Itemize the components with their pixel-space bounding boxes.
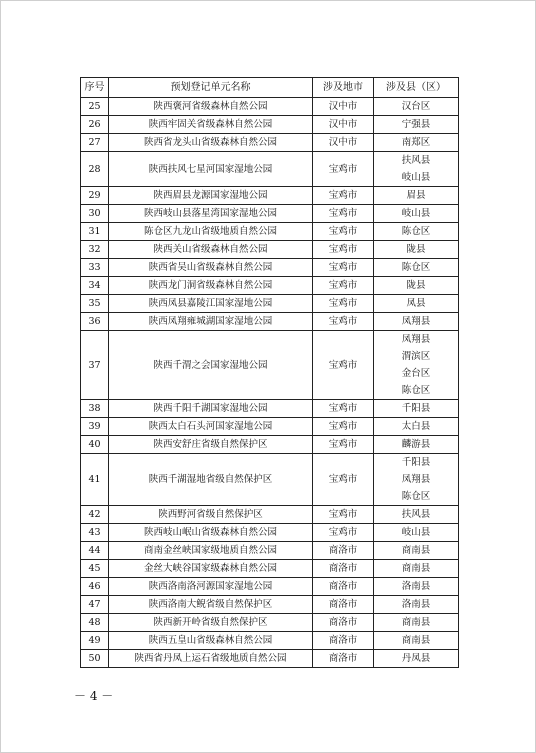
row-unit-name: 陕西省丹凤上运石省级地质自然公园 [109, 650, 313, 668]
row-unit-name: 陕西褒河省级森林自然公园 [109, 98, 313, 116]
header-city: 涉及地市 [313, 78, 374, 98]
row-city: 商洛市 [313, 614, 374, 632]
table-row [81, 542, 459, 560]
county-name: 岐山县 [401, 208, 431, 219]
row-city: 宝鸡市 [313, 313, 374, 331]
county-name: 扶风县 [401, 155, 431, 166]
row-serial-number: 46 [81, 578, 109, 596]
table-body [81, 98, 459, 668]
row-city: 宝鸡市 [313, 259, 374, 277]
county-name: 凤翔县 [401, 474, 431, 485]
row-unit-name: 陕西岐山县落星湾国家湿地公园 [109, 205, 313, 223]
row-county-list [374, 277, 459, 295]
row-county-list [374, 578, 459, 596]
county-name: 麟游县 [401, 439, 431, 450]
row-city: 宝鸡市 [313, 152, 374, 187]
county-name: 陈仓区 [401, 262, 431, 273]
county-name: 商南县 [401, 545, 431, 556]
county-name: 陇县 [406, 244, 426, 255]
row-county-list [374, 596, 459, 614]
row-unit-name: 陕西眉县龙源国家湿地公园 [109, 187, 313, 205]
county-name: 凤翔县 [401, 334, 431, 345]
row-county-list [374, 560, 459, 578]
row-county-list [374, 418, 459, 436]
row-serial-number: 32 [81, 241, 109, 259]
row-unit-name: 陈仓区九龙山省级地质自然公园 [109, 223, 313, 241]
table-row [81, 313, 459, 331]
table-row [81, 116, 459, 134]
row-city: 宝鸡市 [313, 187, 374, 205]
table-row [81, 578, 459, 596]
row-city: 宝鸡市 [313, 418, 374, 436]
table-row [81, 205, 459, 223]
table-header-row [81, 78, 459, 98]
row-unit-name: 陕西关山省级森林自然公园 [109, 241, 313, 259]
row-unit-name: 金丝大峡谷国家级森林自然公园 [109, 560, 313, 578]
header-county: 涉及县（区） [374, 78, 459, 98]
row-serial-number: 42 [81, 506, 109, 524]
row-unit-name: 陕西凤县嘉陵江国家湿地公园 [109, 295, 313, 313]
county-name: 商南县 [401, 635, 431, 646]
row-unit-name: 陕西安舒庄省级自然保护区 [109, 436, 313, 454]
table-row [81, 524, 459, 542]
row-serial-number: 47 [81, 596, 109, 614]
row-city: 宝鸡市 [313, 331, 374, 400]
row-county-list [374, 542, 459, 560]
row-city: 宝鸡市 [313, 223, 374, 241]
row-city: 商洛市 [313, 542, 374, 560]
table-row [81, 650, 459, 668]
row-unit-name: 陕西洛南大鲵省级自然保护区 [109, 596, 313, 614]
county-name: 洛南县 [401, 581, 431, 592]
row-unit-name: 陕西太白石头河国家湿地公园 [109, 418, 313, 436]
row-unit-name: 陕西岐山岷山省级森林自然公园 [109, 524, 313, 542]
county-name: 商南县 [401, 563, 431, 574]
row-serial-number: 28 [81, 152, 109, 187]
table-row [81, 596, 459, 614]
row-serial-number: 40 [81, 436, 109, 454]
row-county-list [374, 116, 459, 134]
row-city: 宝鸡市 [313, 295, 374, 313]
county-name: 宁强县 [401, 119, 431, 130]
county-name: 商南县 [401, 617, 431, 628]
county-name: 汉台区 [401, 101, 431, 112]
table-row [81, 632, 459, 650]
row-county-list [374, 134, 459, 152]
row-county-list [374, 454, 459, 506]
table-row [81, 223, 459, 241]
row-county-list [374, 313, 459, 331]
page-number: － 4 － [74, 689, 114, 703]
county-name: 眉县 [406, 190, 426, 201]
county-name: 岐山县 [401, 527, 431, 538]
table-row [81, 400, 459, 418]
row-city: 宝鸡市 [313, 524, 374, 542]
row-unit-name: 商南金丝峡国家级地质自然公园 [109, 542, 313, 560]
row-serial-number: 45 [81, 560, 109, 578]
row-county-list [374, 241, 459, 259]
row-unit-name: 陕西扶风七星河国家湿地公园 [109, 152, 313, 187]
row-county-list [374, 614, 459, 632]
row-serial-number: 49 [81, 632, 109, 650]
row-county-list [374, 205, 459, 223]
row-serial-number: 41 [81, 454, 109, 506]
row-unit-name: 陕西省龙头山省级森林自然公园 [109, 134, 313, 152]
row-serial-number: 33 [81, 259, 109, 277]
county-name: 金台区 [401, 368, 431, 379]
header-unit-name: 预划登记单元名称 [109, 78, 313, 98]
row-city: 商洛市 [313, 578, 374, 596]
row-serial-number: 44 [81, 542, 109, 560]
row-city: 宝鸡市 [313, 205, 374, 223]
county-name: 洛南县 [401, 599, 431, 610]
row-unit-name: 陕西千湖湿地省级自然保护区 [109, 454, 313, 506]
table-row [81, 241, 459, 259]
row-county-list [374, 524, 459, 542]
county-name: 陇县 [406, 280, 426, 291]
table-row [81, 560, 459, 578]
row-serial-number: 27 [81, 134, 109, 152]
row-unit-name: 陕西野河省级自然保护区 [109, 506, 313, 524]
row-unit-name: 陕西牢固关省级森林自然公园 [109, 116, 313, 134]
table-row [81, 277, 459, 295]
county-name: 渭滨区 [401, 351, 431, 362]
county-name: 扶风县 [401, 509, 431, 520]
row-serial-number: 30 [81, 205, 109, 223]
row-serial-number: 43 [81, 524, 109, 542]
row-serial-number: 38 [81, 400, 109, 418]
row-serial-number: 36 [81, 313, 109, 331]
row-county-list [374, 295, 459, 313]
row-county-list [374, 506, 459, 524]
county-name: 千阳县 [401, 403, 431, 414]
table-row [81, 506, 459, 524]
row-city: 汉中市 [313, 116, 374, 134]
table-row [81, 134, 459, 152]
table-row [81, 454, 459, 506]
row-serial-number: 39 [81, 418, 109, 436]
row-city: 宝鸡市 [313, 506, 374, 524]
row-county-list [374, 436, 459, 454]
county-name: 陈仓区 [401, 491, 431, 502]
row-city: 宝鸡市 [313, 436, 374, 454]
county-name: 南郑区 [401, 137, 431, 148]
row-unit-name: 陕西千渭之会国家湿地公园 [109, 331, 313, 400]
row-city: 商洛市 [313, 632, 374, 650]
table-row [81, 98, 459, 116]
row-city: 宝鸡市 [313, 454, 374, 506]
table-row [81, 187, 459, 205]
table-row [81, 152, 459, 187]
row-serial-number: 35 [81, 295, 109, 313]
county-name: 陈仓区 [401, 226, 431, 237]
registration-unit-table [80, 77, 459, 668]
row-serial-number: 26 [81, 116, 109, 134]
row-unit-name: 陕西五皇山省级森林自然公园 [109, 632, 313, 650]
row-city: 宝鸡市 [313, 241, 374, 259]
row-city: 商洛市 [313, 650, 374, 668]
table-row [81, 259, 459, 277]
row-unit-name: 陕西凤翔雍城湖国家湿地公园 [109, 313, 313, 331]
row-city: 商洛市 [313, 560, 374, 578]
county-name: 凤翔县 [401, 316, 431, 327]
row-county-list [374, 223, 459, 241]
table-row [81, 614, 459, 632]
row-serial-number: 25 [81, 98, 109, 116]
row-serial-number: 29 [81, 187, 109, 205]
county-name: 太白县 [401, 421, 431, 432]
county-name: 千阳县 [401, 457, 431, 468]
row-city: 宝鸡市 [313, 277, 374, 295]
county-name: 凤县 [406, 298, 426, 309]
header-serial-number: 序号 [81, 78, 109, 98]
row-serial-number: 31 [81, 223, 109, 241]
row-county-list [374, 98, 459, 116]
row-serial-number: 50 [81, 650, 109, 668]
row-unit-name: 陕西省吴山省级森林自然公园 [109, 259, 313, 277]
row-county-list [374, 259, 459, 277]
row-unit-name: 陕西洛南洛河源国家湿地公园 [109, 578, 313, 596]
row-unit-name: 陕西龙门洞省级森林自然公园 [109, 277, 313, 295]
row-county-list [374, 650, 459, 668]
row-city: 商洛市 [313, 596, 374, 614]
row-unit-name: 陕西新开岭省级自然保护区 [109, 614, 313, 632]
row-serial-number: 37 [81, 331, 109, 400]
county-name: 丹凤县 [401, 653, 431, 664]
row-county-list [374, 632, 459, 650]
row-county-list [374, 400, 459, 418]
row-county-list [374, 331, 459, 400]
table-row [81, 436, 459, 454]
row-city: 汉中市 [313, 134, 374, 152]
table-row [81, 418, 459, 436]
row-unit-name: 陕西千阳千湖国家湿地公园 [109, 400, 313, 418]
row-county-list [374, 187, 459, 205]
row-serial-number: 34 [81, 277, 109, 295]
county-name: 陈仓区 [401, 385, 431, 396]
county-name: 岐山县 [401, 172, 431, 183]
row-city: 宝鸡市 [313, 400, 374, 418]
row-serial-number: 48 [81, 614, 109, 632]
table-row [81, 295, 459, 313]
table-row [81, 331, 459, 400]
row-city: 汉中市 [313, 98, 374, 116]
row-county-list [374, 152, 459, 187]
